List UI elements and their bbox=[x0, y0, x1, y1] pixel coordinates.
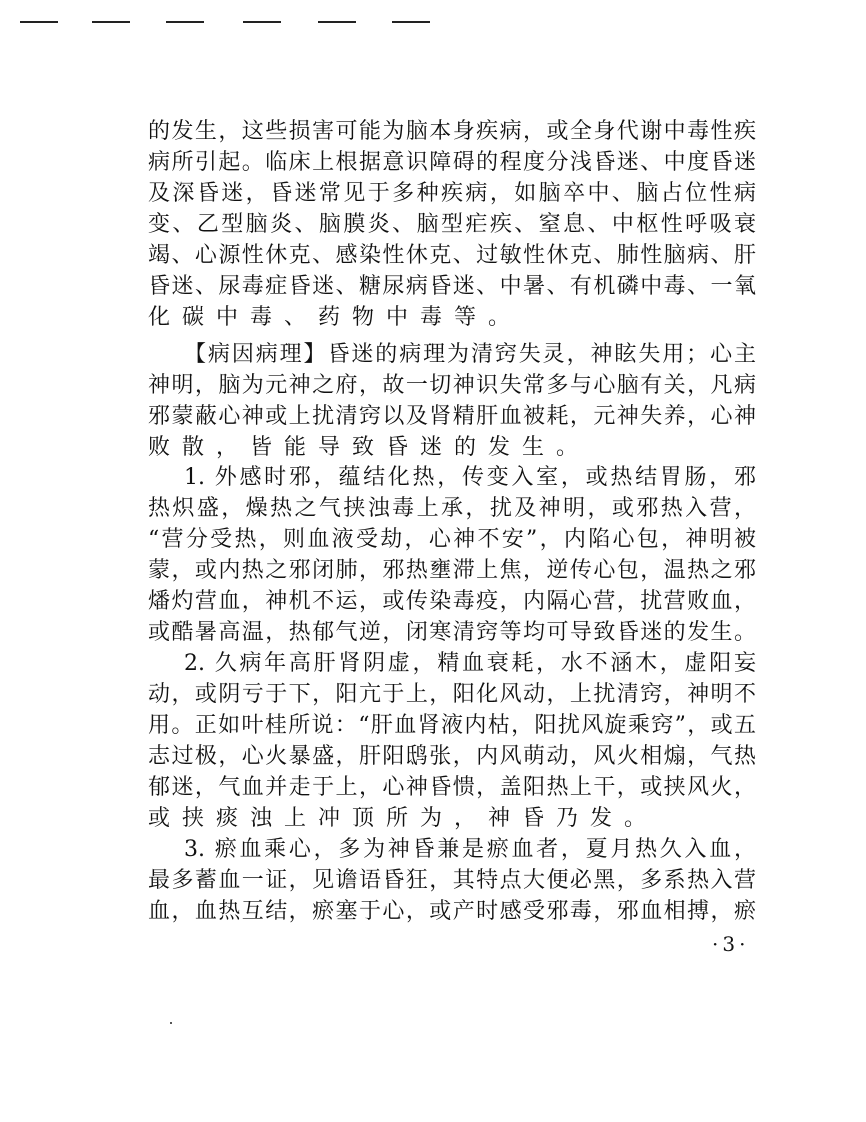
text-line: 邪蒙蔽心神或上扰清窍以及肾精肝血被耗，元神失养，心神 bbox=[148, 404, 756, 429]
text-line: 化碳中毒、药物中毒等。 bbox=[148, 305, 523, 330]
text-line: 败散，皆能导致昏迷的发生。 bbox=[148, 435, 591, 460]
text-line: 【病因病理】昏迷的病理为清窍失灵，神眩失用；心主 bbox=[184, 342, 756, 367]
text-line: 血，血热互结，瘀塞于心，或产时感受邪毒，邪血相搏，瘀 bbox=[148, 899, 756, 924]
text-line: 志过极，心火暴盛，肝阳鸱张，内风萌动，风火相煽，气热 bbox=[148, 744, 756, 769]
text-line: 竭、心源性休克、感染性休克、过敏性休克、肺性脑病、肝 bbox=[148, 243, 756, 268]
header-dash bbox=[166, 21, 204, 23]
text-line: 燔灼营血，神机不运，或传染毒疫，内隔心营，扰营败血， bbox=[148, 589, 756, 614]
header-dash bbox=[392, 21, 430, 23]
text-line: “营分受热，则血液受劫，心神不安”，内陷心包，神明被 bbox=[148, 527, 756, 552]
paragraph-item-2 bbox=[148, 648, 756, 834]
paragraph-etiology bbox=[148, 339, 756, 463]
text-line: 变、乙型脑炎、脑膜炎、脑型疟疾、窒息、中枢性呼吸衰 bbox=[148, 212, 756, 237]
text-line: 热炽盛，燥热之气挟浊毒上承，扰及神明，或邪热入营， bbox=[148, 496, 756, 521]
header-dash bbox=[318, 21, 356, 23]
text-line: 2. 久病年高肝肾阴虚，精血衰耗，水不涵木，虚阳妄 bbox=[184, 651, 756, 676]
text-line: 动，或阴亏于下，阳亢于上，阳化风动，上扰清窍，神明不 bbox=[148, 682, 756, 707]
paragraph-item-1 bbox=[148, 462, 756, 648]
header-dash bbox=[243, 21, 281, 23]
paragraph-item-3 bbox=[148, 834, 756, 927]
text-line: 及深昏迷，昏迷常见于多种疾病，如脑卒中、脑占位性病 bbox=[148, 181, 756, 206]
paragraph-intro bbox=[148, 116, 756, 333]
text-line: 的发生，这些损害可能为脑本身疾病，或全身代谢中毒性疾 bbox=[148, 119, 756, 144]
text-line: 或酷暑高温，热郁气逆，闭寒清窍等均可导致昏迷的发生。 bbox=[148, 620, 756, 645]
page-number: ·3· bbox=[712, 932, 750, 956]
text-line: 病所引起。临床上根据意识障碍的程度分浅昏迷、中度昏迷 bbox=[148, 150, 756, 175]
text-line: 3. 瘀血乘心，多为神昏兼是瘀血者，夏月热久入血， bbox=[184, 837, 756, 862]
text-line: 用。正如叶桂所说：“肝血肾液内枯，阳扰风旋乘窍”，或五 bbox=[148, 713, 756, 738]
header-dash bbox=[92, 21, 130, 23]
scan-speck bbox=[170, 1022, 172, 1024]
text-line: 蒙，或内热之邪闭肺，邪热壅滞上焦，逆传心包，温热之邪 bbox=[148, 558, 756, 583]
text-line: 1. 外感时邪，蕴结化热，传变入室，或热结胃肠，邪 bbox=[184, 465, 756, 490]
header-dash bbox=[20, 21, 58, 23]
text-line: 或挟痰浊上冲顶所为，神昏乃发。 bbox=[148, 806, 659, 831]
text-line: 昏迷、尿毒症昏迷、糖尿病昏迷、中暑、有机磷中毒、一氧 bbox=[148, 274, 756, 299]
text-line: 神明，脑为元神之府，故一切神识失常多与心脑有关，凡病 bbox=[148, 373, 756, 398]
text-line: 郁迷，气血并走于上，心神昏愦，盖阳热上干，或挟风火， bbox=[148, 775, 756, 800]
text-line: 最多蓄血一证，见谵语昏狂，其特点大便必黑，多系热入营 bbox=[148, 868, 756, 893]
